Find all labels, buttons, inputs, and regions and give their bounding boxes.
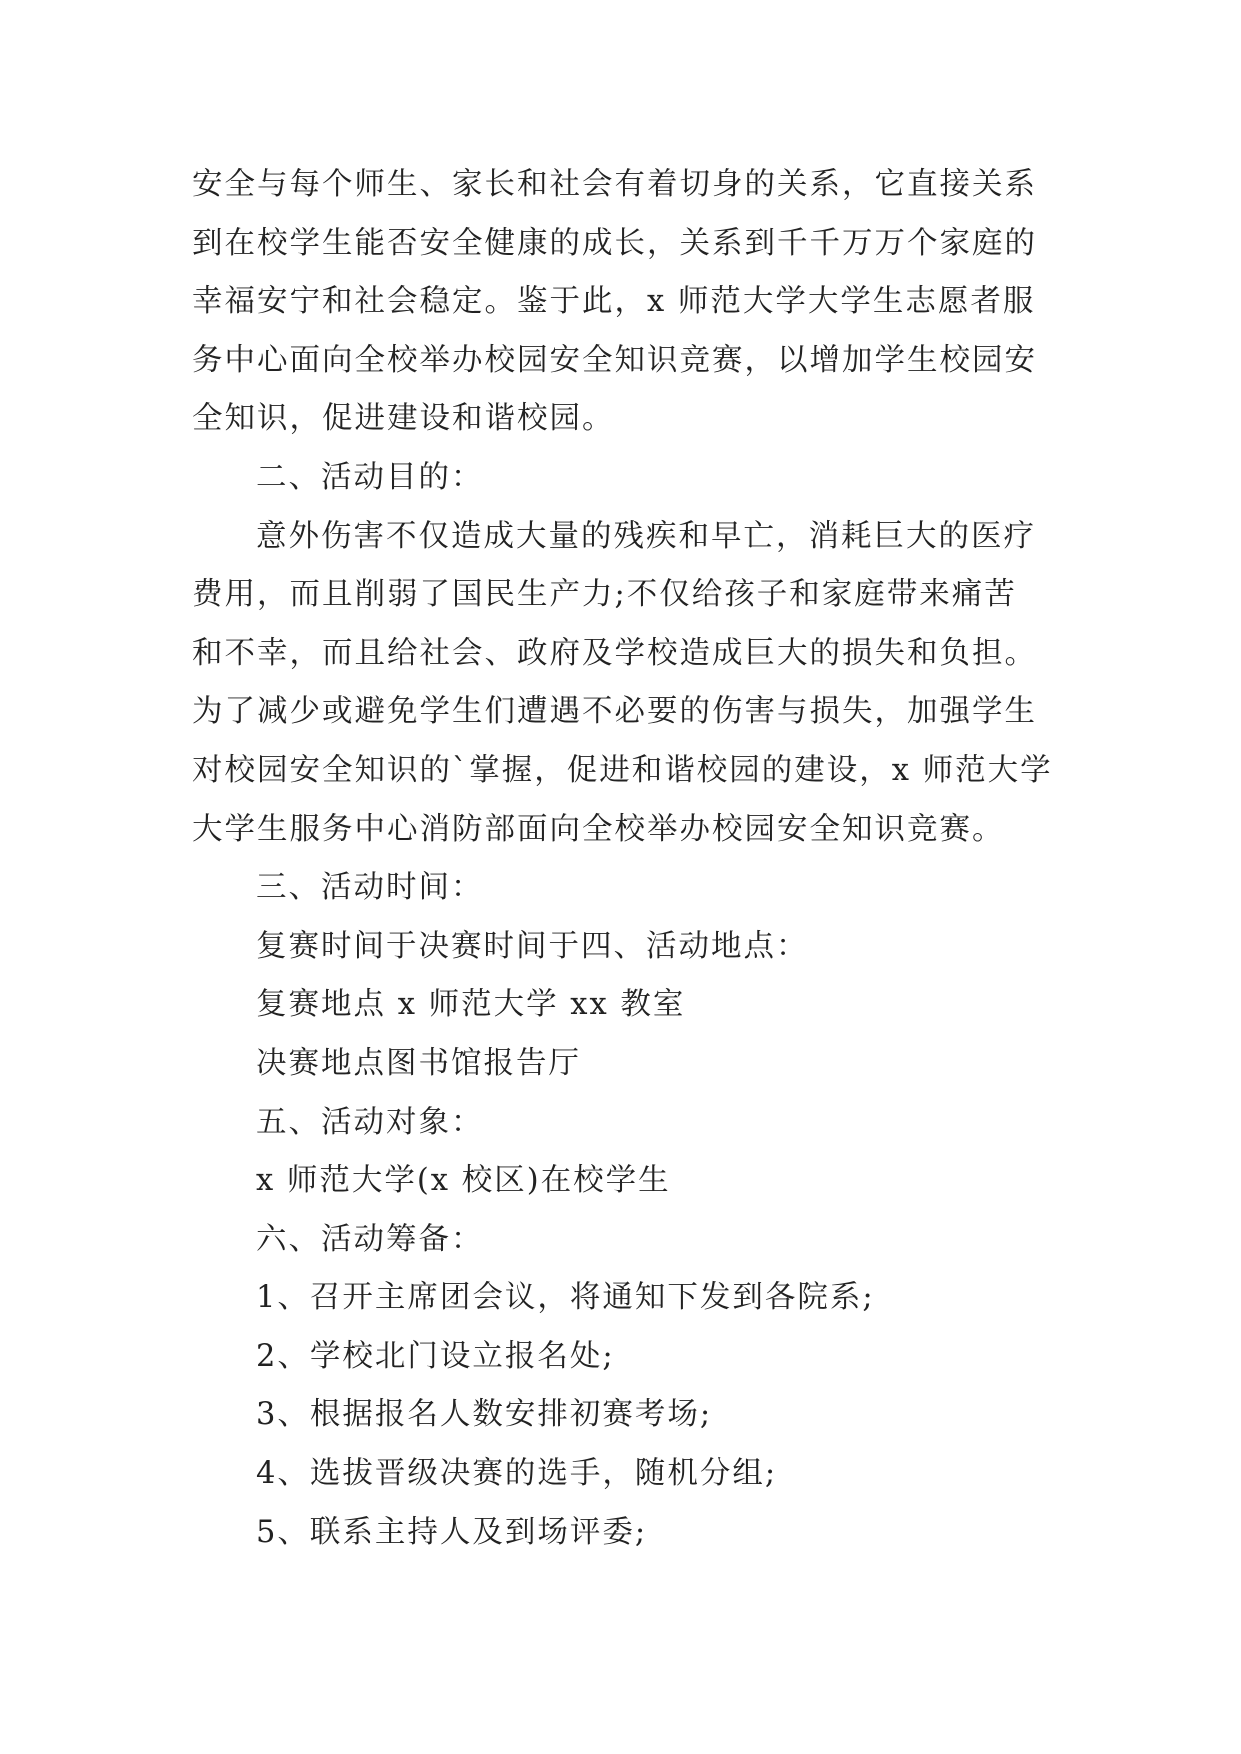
location-semifinal: 复赛地点 x 师范大学 xx 教室 [256,987,686,1023]
location-final: 决赛地点图书馆报告厅 [256,1045,581,1081]
purpose-paragraph [192,508,1072,860]
intro-line: 务中心面向全校举办校园安全知识竞赛，以增加学生校园安 [192,342,1037,378]
intro-paragraph [192,156,1072,449]
purpose-line: 为了减少或避免学生们遭遇不必要的伤害与损失，加强学生 [192,694,1037,730]
intro-line: 安全与每个师生、家长和社会有着切身的关系，它直接关系 [192,167,1037,202]
intro-line: 到在校学生能否安全健康的成长，关系到千千万万个家庭的 [192,225,1037,261]
prep-item: 1、召开主席团会议，将通知下发到各院系; [256,1280,875,1316]
section-heading-preparation: 六、活动筹备： [256,1221,484,1257]
purpose-line: 意外伤害不仅造成大量的残疾和早亡，消耗巨大的医疗 [256,518,1036,554]
prep-item: 2、学校北门设立报名处; [256,1338,615,1374]
purpose-line: 对校园安全知识的`掌握，促进和谐校园的建设，x 师范大学 [192,752,1053,788]
section-heading-time: 三、活动时间： [256,870,484,906]
intro-line: 幸福安宁和社会稳定。鉴于此，x 师范大学大学生志愿者服 [192,284,1036,320]
purpose-line: 费用，而且削弱了国民生产力;不仅给孩子和家庭带来痛苦 [192,577,1017,613]
purpose-line: 大学生服务中心消防部面向全校举办校园安全知识竞赛。 [192,811,1005,847]
intro-line: 全知识，促进建设和谐校园。 [192,401,615,437]
document-page [192,156,1072,1562]
prep-item: 4、选拔晋级决赛的选手，随机分组; [256,1456,778,1492]
audience-text: x 师范大学(x 校区)在校学生 [256,1163,671,1199]
purpose-line: 和不幸，而且给社会、政府及学校造成巨大的损失和负担。 [192,635,1037,671]
prep-item: 5、联系主持人及到场评委; [256,1514,648,1550]
section-heading-purpose: 二、活动目的： [256,459,484,495]
time-text: 复赛时间于决赛时间于四、活动地点： [256,928,809,964]
section-heading-audience: 五、活动对象： [256,1104,484,1140]
prep-item: 3、根据报名人数安排初赛考场; [256,1397,713,1433]
